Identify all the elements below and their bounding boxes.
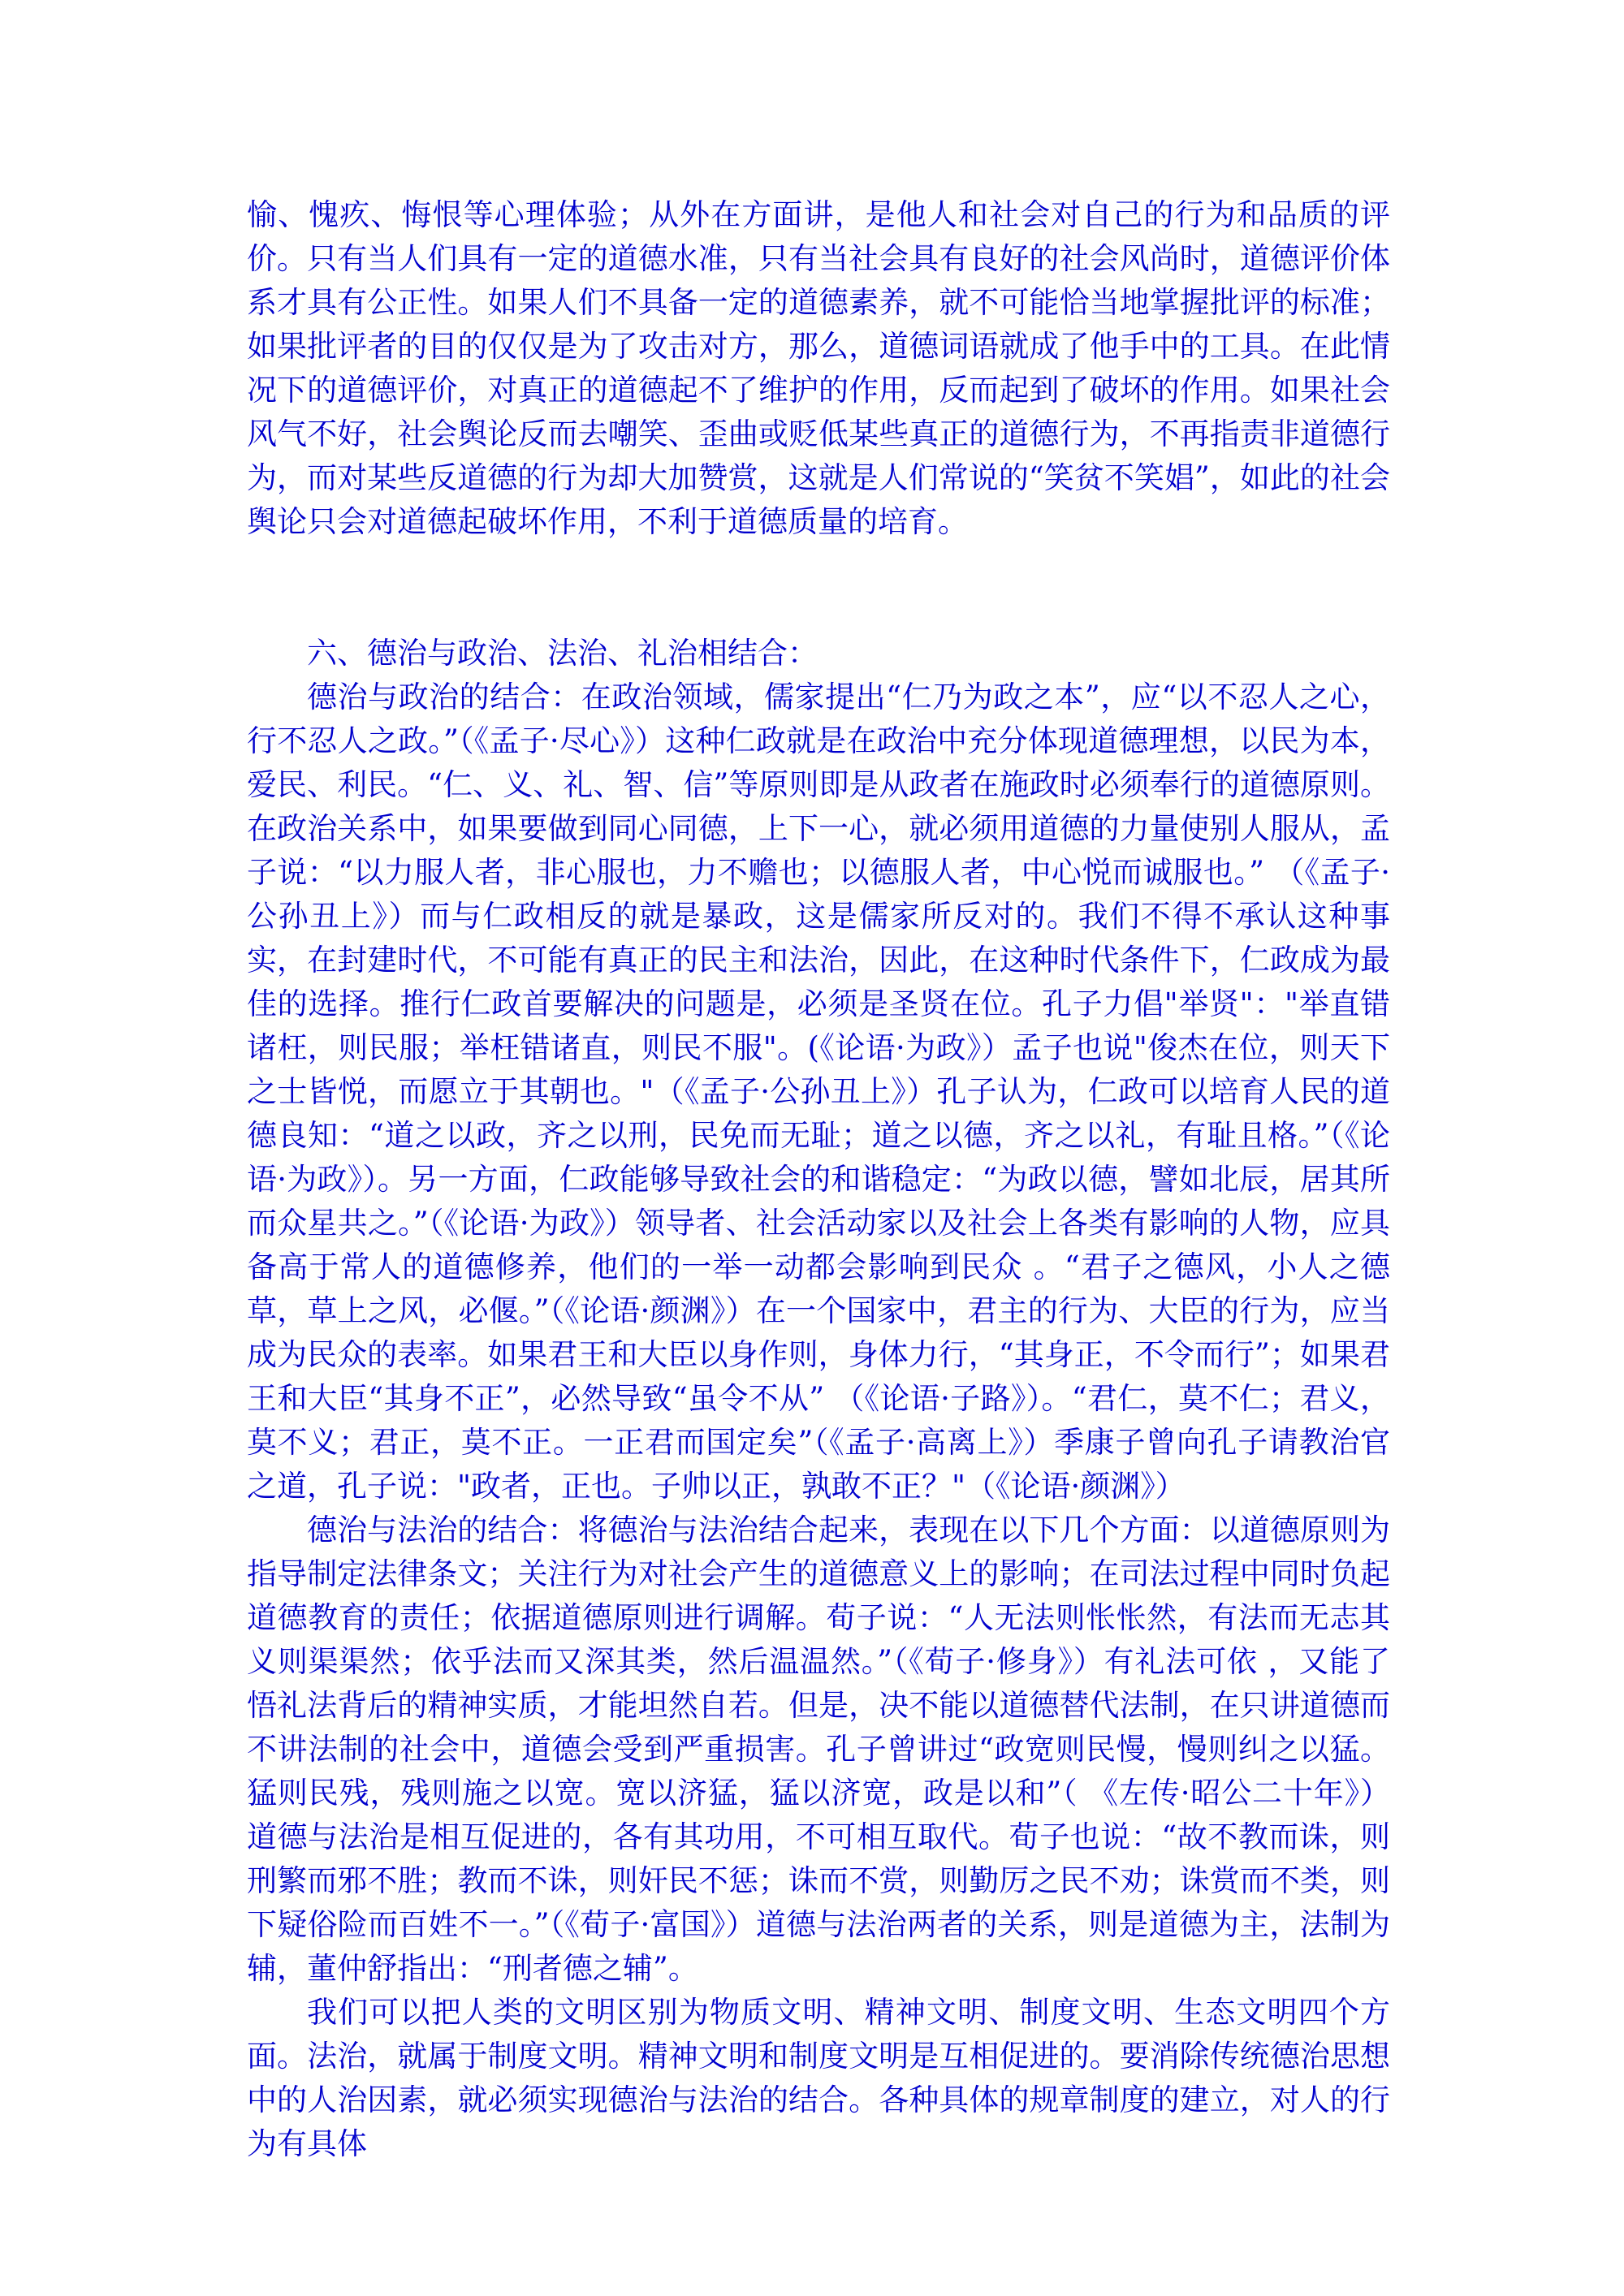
paragraph-moral-evaluation: 愉、愧疚、悔恨等心理体验；从外在方面讲，是他人和社会对自己的行为和品质的评价。只有当人们具有一定的道德水准，只有当社会具有良好的社会风尚时，道德评价体系才具有公正性。如果人们不具备一定的道德素养，就不可能恰当地掌握批评的标准；如果批评者的目的仅仅是为了攻击对方，那么，道德词语就成了他手中的工具。在此情况下的道德评价，对真正的道德起不了维护的作用，反而起到了破坏的作用。如果社会风气不好，社会舆论反而去嘲笑、歪曲或贬低某些真正的道德行为，不再指责非道德行为，而对某些反道德的行为却大加赞赏，这就是人们常说的“笑贫不笑娼”，如此的社会舆论只会对道德起破坏作用，不利于道德质量的培育。 [247,197,1390,539]
document-page [247,193,1390,2166]
paragraph-virtue-and-politics: 德治与政治的结合：在政治领域，儒家提出“仁乃为政之本”，应“以不忍人之心，行不忍人之政。”（《孟子·尽心》）这种仁政就是在政治中充分体现道德理想，以民为本，爱民、利民。“仁、义、礼、智、信”等原则即是从政者在施政时必须奉行的道德原则。在政治关系中，如果要做到同心同德，上下一心，就必须用道德的力量使别人服从，孟子说：“以力服人者，非心服也，力不赡也；以德服人者，中心悦而诚服也。” （《孟子·公孙丑上》）而与仁政相反的就是暴政，这是儒家所反对的。我们不得不承认这种事实，在封建时代，不可能有真正的民主和法治，因此，在这种时代条件下，仁政成为最佳的选择。推行仁政首要解决的问题是，必须是圣贤在位。孔子力倡"举贤"："举直错诸枉，则民服；举枉错诸直，则民不服"。(《论语·为政》）孟子也说"俊杰在位，则天下之士皆悦，而愿立于其朝也。"（《孟子·公孙丑上》）孔子认为，仁政可以培育人民的道德良知：“道之以政，齐之以刑，民免而无耻；道之以德，齐之以礼，有耻且格。”（《论语·为政》）。另一方面，仁政能够导致社会的和谐稳定：“为政以德，譬如北辰，居其所而众星共之。”（《论语·为政》）领导者、社会活动家以及社会上各类有影响的人物，应具备高于常人的道德修养，他们的一举一动都会影响到民众 。“君子之德风，小人之德草，草上之风，必偃。”（《论语·颜渊》）在一个国家中，君主的行为、大臣的行为，应当成为民众的表率。如果君王和大臣以身作则，身体力行，“其身正，不令而行”；如果君王和大臣“其身不正”，必然导致“虽令不从” （《论语·子路》）。“君仁，莫不仁；君义，莫不义；君正，莫不正。一正君而国定矣”（《孟子·高离上》）季康子曾向孔子请教治官之道，孔子说："政者，正也。子帅以正，孰敢不正？"（《论语·颜渊》） [247,680,1390,1504]
paragraph-civilization: 我们可以把人类的文明区别为物质文明、精神文明、制度文明、生态文明四个方面。法治，就属于制度文明。精神文明和制度文明是互相促进的。要消除传统德治思想中的人治因素，就必须实现德治与法治的结合。各种具体的规章制度的建立，对人的行为有具体 [247,1995,1390,2161]
section-heading: 六、德治与政治、法治、礼治相结合： [307,636,818,671]
paragraph-spacer [247,544,1390,632]
paragraph-virtue-and-law: 德治与法治的结合：将德治与法治结合起来，表现在以下几个方面：以道德原则为指导制定法律条文；关注行为对社会产生的道德意义上的影响；在司法过程中同时负起道德教育的责任；依据道德原则进行调解。荀子说：“人无法则怅怅然，有法而无志其义则渠渠然；依乎法而又深其类，然后温温然。”（《荀子·修身》）有礼法可依 ，又能了悟礼法背后的精神实质，才能坦然自若。但是，决不能以道德替代法制，在只讲道德而不讲法制的社会中，道德会受到严重损害。孔子曾讲过“政宽则民慢，慢则纠之以猛。猛则民残，残则施之以宽。宽以济猛，猛以济宽，政是以和”（ 《左传·昭公二十年》）道德与法治是相互促进的，各有其功用，不可相互取代。荀子也说：“故不教而诛，则刑繁而邪不胜；教而不诛，则奸民不惩；诛而不赏，则勤厉之民不劝；诛赏而不类，则下疑俗险而百姓不一。”（《荀子·富国》）道德与法治两者的关系，则是道德为主，法制为辅，董仲舒指出：“刑者德之辅”。 [247,1513,1390,1986]
